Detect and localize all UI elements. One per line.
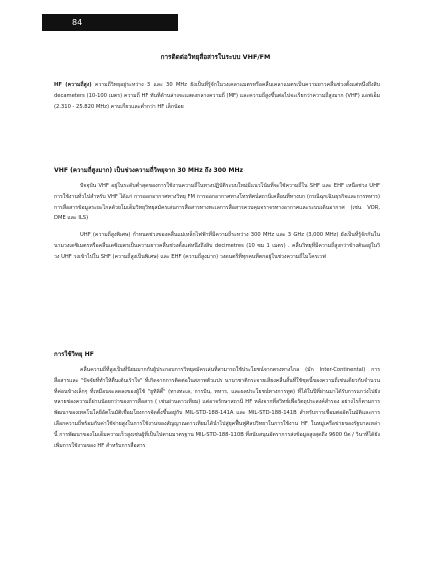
page-number-box	[42, 14, 178, 31]
page-number: 84	[72, 18, 83, 27]
hf-usage-heading: การใช้วิทยุ HF	[54, 351, 94, 358]
hf-usage-paragraph: คลื่นความถี่ที่สูงเป็นที่นิยมมากกับผู้ประกอบการวิทยุสมัครเล่นที่สามารถใช้ประโยชน์จากตรงทางไกล (มัก Inter-Continental) การสื่อสารและ "ปัจจัยที่ทำให้ตื่นเต้นเร้าใจ" ที่เกิดจากการติดต่อในสภาพตัวแปร นานาชาติกระจายเสียงคลื่นสั้นที่ใช้ชุดนี้ของความถี่เช่นเดียวกับจำนวนที่ค่อนข้างเล็กๆ ที่เหมือนจะลดลงของผู้ใช้ "ยูทิลิตี้" (ทางทะเล, การบิน, ทหาร, และผลประโยชน์ทางการทูต) ที่ได้ในปีที่ผ่านมาได้รับการแกว่งไปยังหลายช่องความถี่ผ่านน้อยกว่าของการสื่อสาร ( เช่นผ่านดาวเทียม) แต่อาจรักษาสถานี HF หลังจากที่สวิทช์เพื่อวัตถุประสงค์สำรอง อย่างไรก็ตามการพัฒนาของเทคโนโลยีอัตโนมัติเชื่อมโยงการจัดตั้งขึ้นอยู่กับ MIL-STD-188-141A และ MIL-STD-188-141B สำหรับการเชื่อมต่ออัตโนมัติและการเลือกความถี่พร้อมกับค่าใช้จ่ายสูงในการใช้งานของสัญญาณดาวเทียมได้นำไปสู่ยุคฟื้นฟูศิลปวิทยาในการใช้งาน HF ในหมู่เครือข่ายของรัฐบาลเหล่านี้ การพัฒนาของโมเด็มความเร็วสูงเช่นผู้ที่เป็นไปตามมาตรฐาน MIL-STD-188-110B ที่สนับสนุนอัตราการส่งข้อมูลสูงสุดถึง 9600 บิต / วินาทีได้ยังเพิ่มการใช้งานของ HF สำหรับการสื่อสาร	[54, 367, 380, 449]
document-title: การติดต่อวิทยุสื่อสารในระบบ VHF/FM	[160, 53, 271, 61]
vhf-paragraph: ปัจจุบัน VHF อยู่ในระดับต่ำสุดของการใช้งานความถี่ในทางปฏิบัติระบบใหม่มีแนวโน้มที่จะใช้ความถี่ใน SHF และ EHF เหนือช่วง UHF การใช้งานทั่วไปสำหรับ VHF ได้แก่ การออกอากาศทางวิทยุ FM การออกอากาศทางโทรทัศน์สถานีเคลื่อนที่ทางบก (กรณีฉุกเฉินธุรกิจและการทหาร) การสื่อสารข้อมูลระยะไกลด้วยโมเด็มวิทยุวิทยุสมัครเล่นการสื่อสารทางทะเลการสื่อสารควบคุมจราจรทางอากาศและระบบเดินอากาศ (เช่น VOR, DME และ ILS)	[54, 183, 380, 222]
uhf-paragraph: UHF (ความถี่สูงพิเศษ) กำหนดช่วงของคลื่นแม่เหล็กไฟฟ้าที่มีความถี่ระหว่าง 300 MHz และ 3 GHz (3,000 MHz) ยังเป็นที่รู้จักกันในนามวงเดซิเมตรหรือคลื่นเดซิเมตรเป็นความยาวคลื่นช่วงตั้งแต่หนึ่งถึงสิบ decimetres (10 ซม 1 เมตร) . คลื่นวิทยุที่มีความถี่สูงกว่าข้างต้นอยู่ในวิวง UHF วงเข้าไปใน SHF (ความถี่สูงเป็นพิเศษ) และ EHF (ความถี่สูงมาก) วงดนตรีที่ทุกคนที่ตกอยู่ในช่วงความถี่ไมโครเวฟ	[54, 232, 380, 260]
hf-paragraph-body: ความถี่วิทยุอยู่ระหว่าง 3 และ 30 MHz ยังเป็นที่รู้จักในวงเคลาแมตรหรือคลื่นเคลาแมตรเป็นความยาวคลื่นช่วงตั้งแต่หนึ่งถึงสิบ decameters (10-100 เมตร) ความถี่ HF ทันทีด้านล่างจะแสดงกลางความถี่ (MF) และความถี่สูงขึ้นต่อไปจะเรียกว่าความถี่สูงมาก (VHF) แอฟเอ็ม (2.310 - 25.820 MHz) คาบเกี่ยวและต่ำกว่า HF เล็กน้อย	[54, 82, 380, 110]
vhf-section	[54, 165, 380, 263]
vhf-heading: VHF (ความถี่สูงมาก) เป็นช่วงความถี่วิทยุจาก 30 MHz ถึง 300 MHz	[54, 167, 244, 174]
hf-section	[54, 80, 380, 112]
hf-paragraph	[54, 80, 380, 112]
hf-lead-term: HF (ความถี่สูง)	[54, 82, 92, 88]
hf-usage-section	[54, 349, 380, 451]
